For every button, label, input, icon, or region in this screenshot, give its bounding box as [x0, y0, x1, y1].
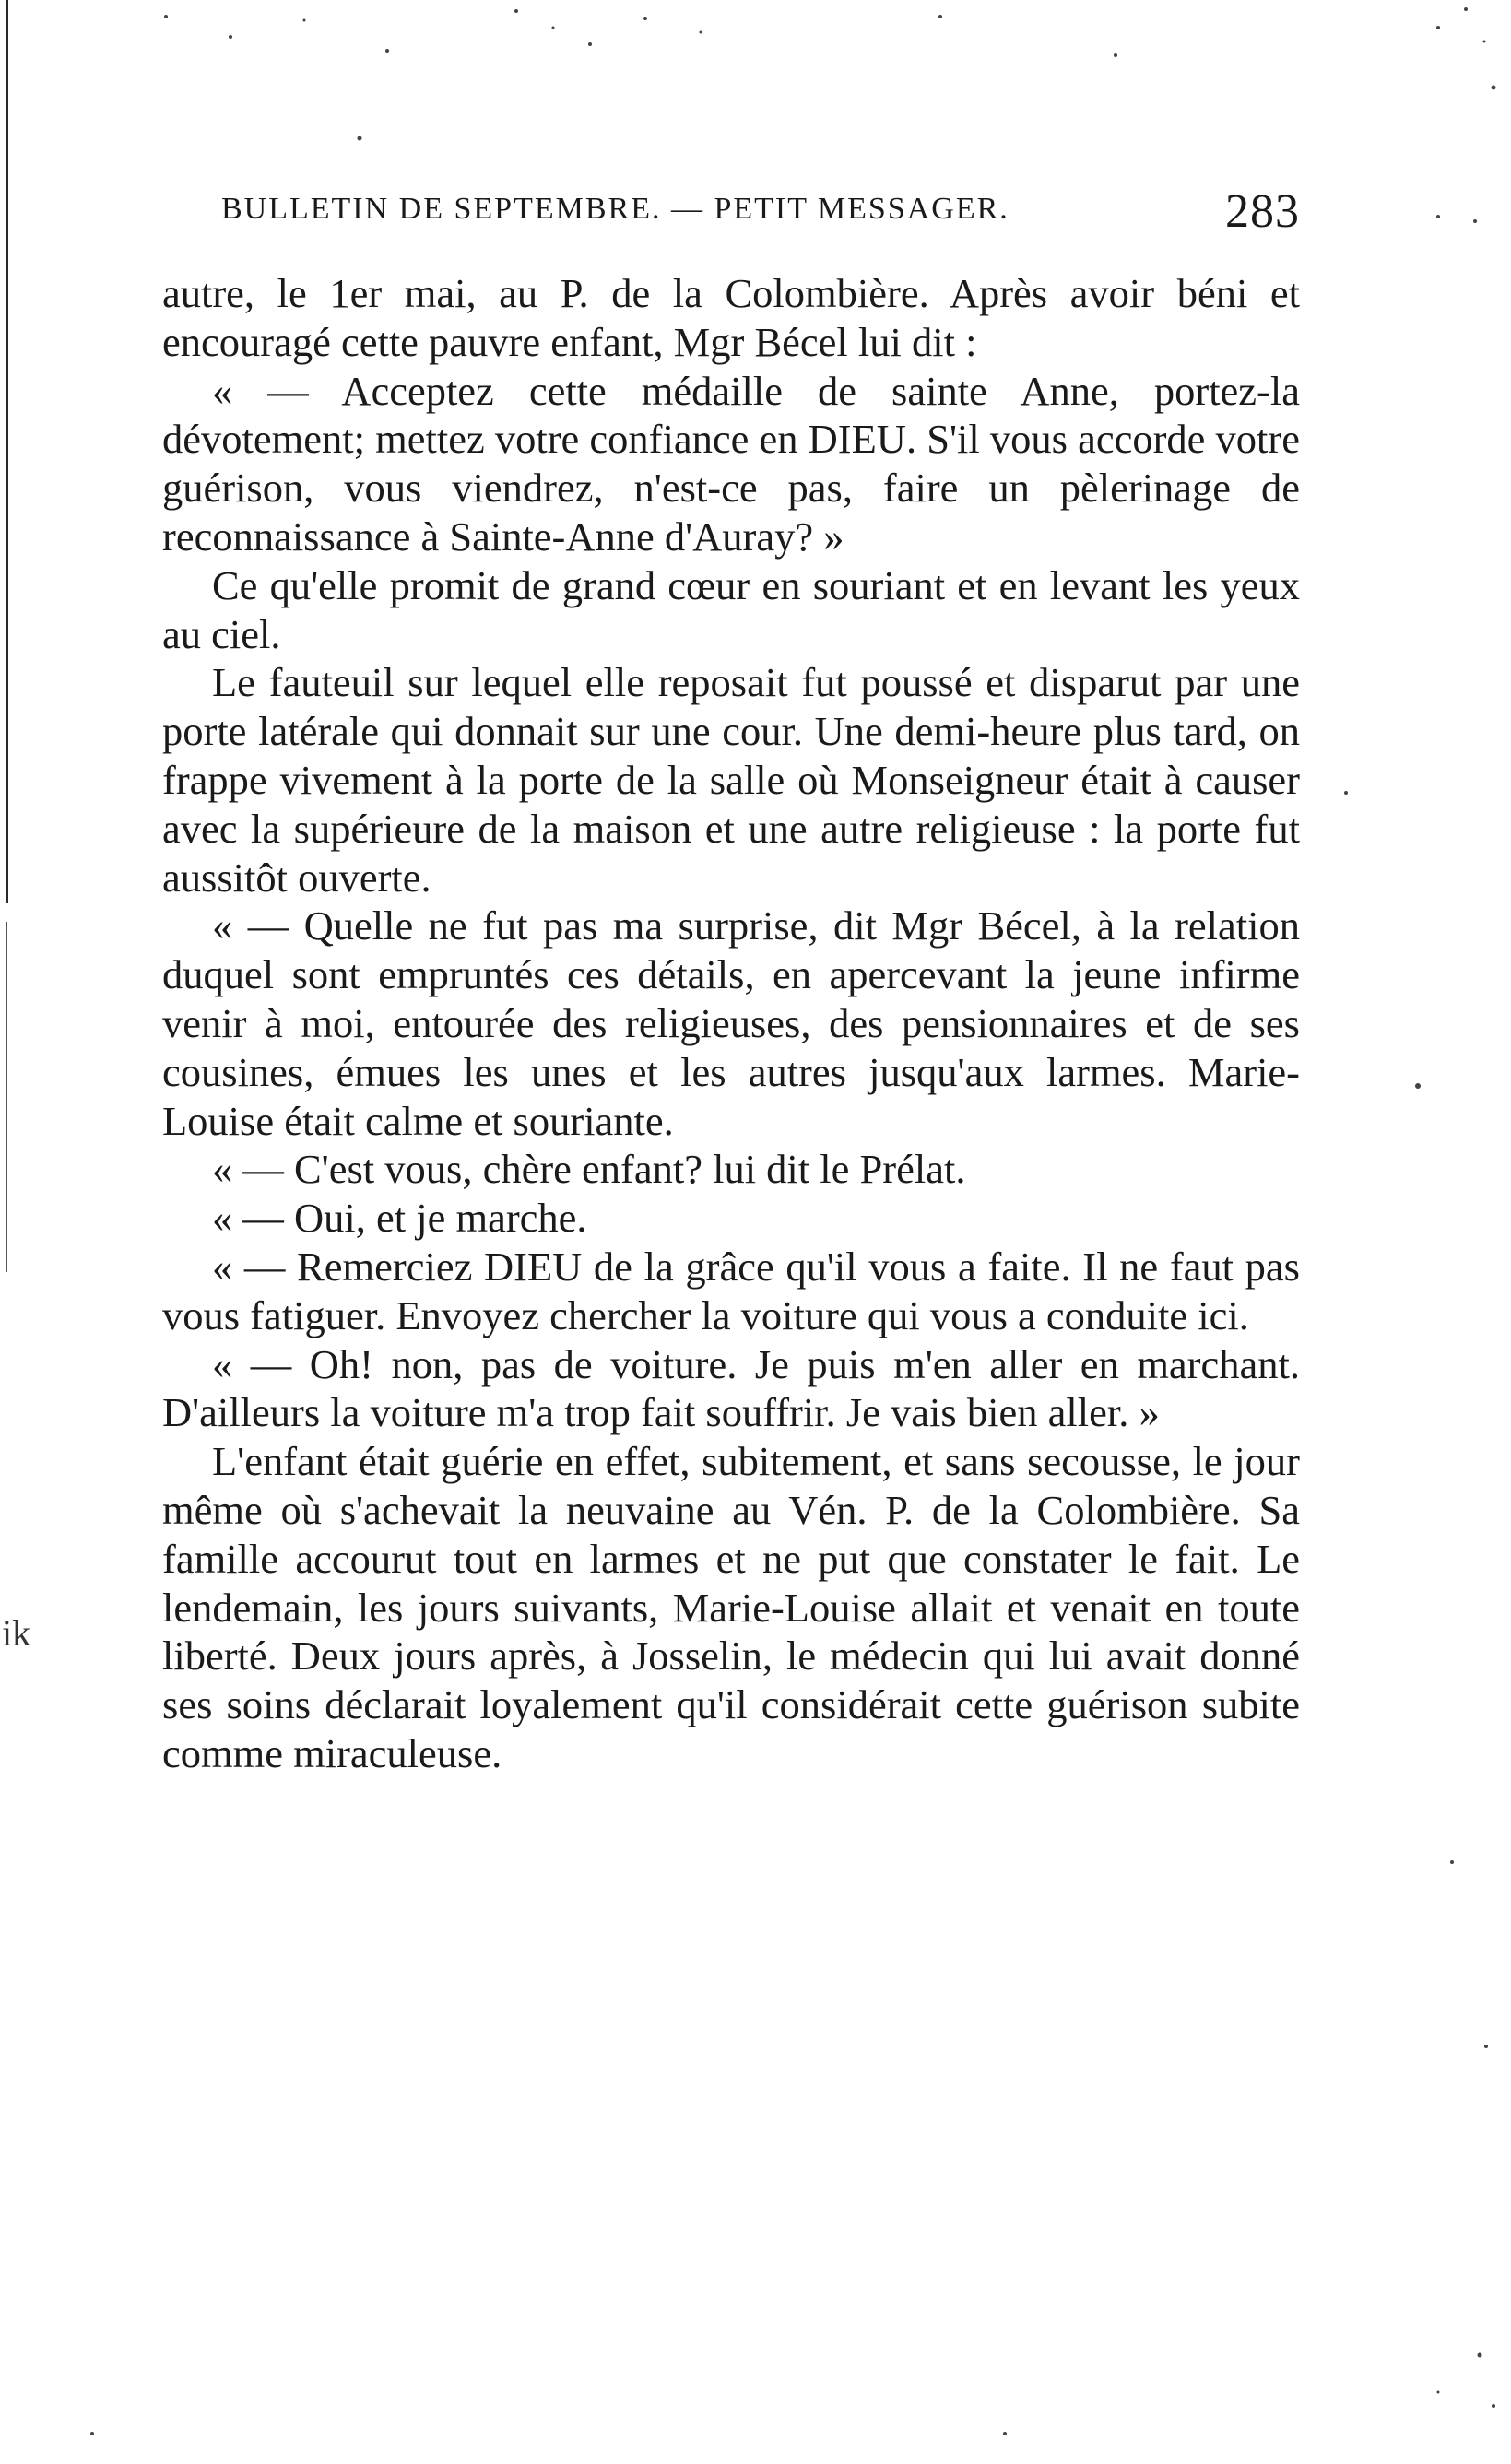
- paragraph: autre, le 1er mai, au P. de la Colombière. Après avoir béni et encouragé cette pauvre enfant, Mgr Bécel lui dit :: [162, 270, 1300, 365]
- margin-mark: ik: [2, 1612, 31, 1654]
- paragraph: « — Acceptez cette médaille de sainte Anne, portez-la dévotement; mettez votre confiance en DIEU. S'il vous accorde votre guérison, vous viendrez, n'est-ce pas, faire un pèlerinage de reconnaissance à Sainte-Anne d'Auray? »: [162, 367, 1300, 560]
- page-number: 283: [1225, 185, 1300, 238]
- paragraph: « — Quelle ne fut pas ma surprise, dit Mgr Bécel, à la relation duquel sont empruntés ces détails, en apercevant la jeune infirme venir à moi, entourée des religieuses, des pensionnaires et de ses cousines, émues les unes et les autres jusqu'aux larmes. Marie-Louise était calme et souriante.: [162, 902, 1300, 1144]
- paragraph: L'enfant était guérie en effet, subitement, et sans secousse, le jour même où s'achevait la neuvaine au Vén. P. de la Colombière. Sa famille accourut tout en larmes et ne put que constater le fait. Le lendemain, les jours suivants, Marie-Louise allait et venait en toute liberté. Deux jours après, à Josselin, le médecin qui lui avait donné ses soins déclarait loyalement qu'il considérait cette guérison subite comme miraculeuse.: [162, 1438, 1300, 1776]
- paragraph: « — Oui, et je marche.: [212, 1195, 587, 1242]
- running-title: BULLETIN DE SEPTEMBRE. — PETIT MESSAGER.: [221, 192, 1009, 226]
- paragraph: « — Oh! non, pas de voiture. Je puis m'en aller en marchant. D'ailleurs la voiture m'a trop fait souffrir. Je vais bien aller. »: [162, 1340, 1300, 1436]
- paragraph: Le fauteuil sur lequel elle reposait fut poussé et disparut par une porte latérale qui donnait sur une cour. Une demi-heure plus tard, on frappe vivement à la porte de la salle où Monseigneur était à causer avec la supérieure de la maison et une autre religieuse : la porte fut aussitôt ouverte.: [162, 659, 1300, 901]
- paragraph: « — C'est vous, chère enfant? lui dit le Prélat.: [212, 1146, 966, 1193]
- paragraph: Ce qu'elle promit de grand cœur en souriant et en levant les yeux au ciel.: [162, 561, 1300, 657]
- running-header: [221, 184, 1300, 240]
- scan-edge-rule-lower: [6, 922, 7, 1272]
- scan-edge-rule: [6, 0, 8, 903]
- paragraph: « — Remerciez DIEU de la grâce qu'il vous a faite. Il ne faut pas vous fatiguer. Envoyez chercher la voiture qui vous a conduite ici.: [162, 1243, 1300, 1338]
- body-text: [162, 269, 1300, 1778]
